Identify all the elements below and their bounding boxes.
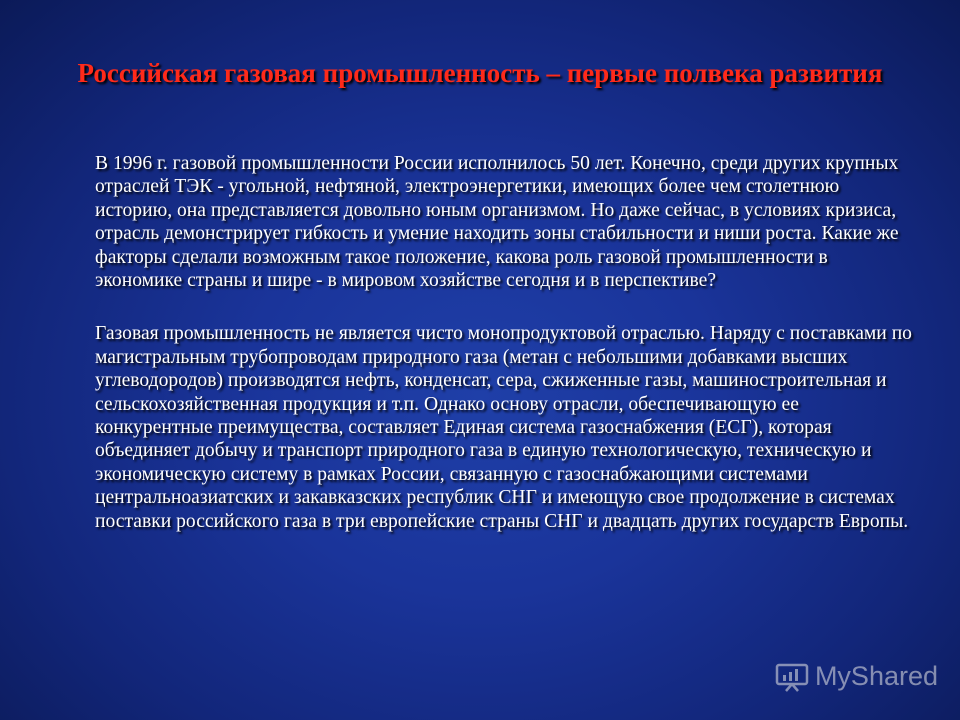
slide-body [95,152,917,533]
myshared-watermark [775,661,938,692]
slide-title: Российская газовая промышленность – первые полвека развития [77,58,883,88]
paragraph-1: В 1996 г. газовой промышленности России исполнилось 50 лет. Конечно, среди других крупных отраслей ТЭК - угольной, нефтяной, электроэнергетики, имеющих более чем столетнюю историю, она представляется довольно юным организмом. Но даже сейчас, в условиях кризиса, отрасль демонстрирует гибкость и умение находить зоны стабильности и ниши роста. Какие же факторы сделали возможным такое положение, какова роль газовой промышленности в экономике страны и шире - в мировом хозяйстве сегодня и в перспективе? [95,153,899,292]
paragraph-2: Газовая промышленность не является чисто монопродуктовой отраслью. Наряду с поставками по магистральным трубопроводам природного газа (метан с небольшими добавками высших углеводородов) производятся нефть, конденсат, сера, сжиженные газы, машиностроительная и сельскохозяйственная продукция и т.п. Однако основу отрасли, обеспечивающую ее конкурентные преимущества, составляет Единая система газоснабжения (ЕСГ), которая объединяет добычу и транспорт природного газа в единую технологическую, техническую и экономическую систему в рамках России, связанную с газоснабжающими системами центральноазиатских и закавказских республик СНГ и имеющую свое продолжение в системах поставки российского газа в три европейские страны СНГ и двадцать других государств Европы. [95,323,912,532]
presentation-board-icon [775,662,809,692]
watermark-text: MyShared [814,661,938,691]
